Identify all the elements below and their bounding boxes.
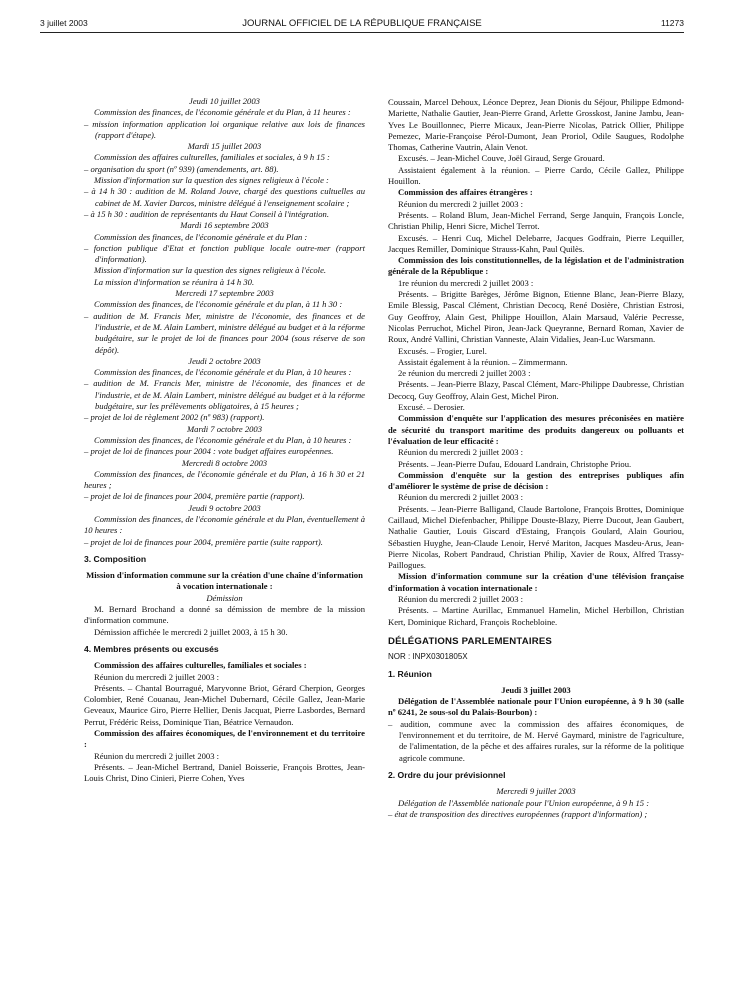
left-paragraph: – à 14 h 30 : audition de M. Roland Jouve, chargé des questions cultuelles au cabinet de M. Xavier Darcos, ministre délégué à l'enseignement scolaire ; <box>84 186 365 208</box>
left-paragraph: Jeudi 9 octobre 2003 <box>188 502 261 513</box>
left-paragraph: M. Bernard Brochand a donné sa démission de membre de la mission d'information commune. <box>84 604 365 626</box>
left-paragraph: Réunion du mercredi 2 juillet 2003 : <box>94 671 220 682</box>
page-number: 11273 <box>660 18 684 28</box>
right-paragraph: NOR : INPX0301805X <box>388 652 468 662</box>
left-paragraph: Commission des finances, de l'économie générale et du plan, à 11 h 30 : <box>94 299 343 310</box>
right-paragraph: DÉLÉGATIONS PARLEMENTAIRES <box>388 635 553 647</box>
left-paragraph: Mercredi 17 septembre 2003 <box>175 288 274 299</box>
right-paragraph: – audition, commune avec la commission des affaires économiques, de l'environnement et du territoire, de M. Hervé Gaymard, ministre de l'agriculture, de l'alimentation, de la pêche et des affaires rurales, sur la réforme de la politique agricole commune. <box>388 718 684 763</box>
right-paragraph: Excusés. – Jean-Michel Couve, Joël Giraud, Serge Grouard. <box>398 153 605 164</box>
right-paragraph: Mission d'information commune sur la création d'une télévision française d'information à vocation internationale : <box>388 571 684 593</box>
left-paragraph: Présents. – Jean-Michel Bertrand, Daniel Boisserie, François Brottes, Jean-Louis Christ, Dino Cinieri, Pierre Cohen, Yves <box>84 761 365 784</box>
left-paragraph: Commission des finances, de l'économie générale et du Plan, à 10 heures : <box>94 434 352 445</box>
right-column <box>388 97 684 820</box>
left-paragraph: Commission des finances, de l'économie générale et du Plan, éventuellement à 10 heures : <box>84 513 365 536</box>
left-paragraph: Commission des affaires culturelles, familiales et sociales, à 9 h 15 : <box>94 152 330 163</box>
left-paragraph: – mission information application loi organique relative aux lois de finances (rapport d'étape). <box>84 118 365 140</box>
right-paragraph: Assistaient également à la réunion. – Pierre Cardo, Cécile Gallez, Philippe Houillon. <box>388 164 684 187</box>
page-header <box>40 18 684 32</box>
right-paragraph: Réunion du mercredi 2 juillet 2003 : <box>398 594 524 605</box>
left-paragraph: Commission des finances, de l'économie générale et du Plan, à 10 heures : <box>94 367 352 378</box>
left-paragraph: Commission des affaires économiques, de l'environnement et du territoire : <box>84 728 365 750</box>
right-paragraph: Présents. – Brigitte Barèges, Jérôme Bignon, Etienne Blanc, Jean-Pierre Blazy, Emile Blessig, Pascal Clément, Christian Decocq, René Dosière, Christian Estrosi, Guy Geoffroy, Alain Gest, Philippe Houillon, Alain Marsaud, Valérie Pecresse, Nicolas Perruchot, Michel Piron, Jean-Jack Queyranne, Bernard Roman, Xavier de Roux, André Vallini, Christian Vanneste, Alain Vidalies, Jean-Luc Warsmann. <box>388 289 684 345</box>
left-paragraph: Présents. – Chantal Bourragué, Maryvonne Briot, Gérard Cherpion, Georges Colombier, René Couanau, Jean-Michel Dubernard, Cécile Gallez, Jean-Marie Geveaux, Maurice Giro, Pierre Hellier, Denis Jacquat, Pierre Lasbordes, Bernard Perrut, Frédéric Reiss, Dominique Tian, Béatrice Vernaudon. <box>84 682 365 727</box>
left-paragraph: Mission d'information sur la question des signes religieux à l'école. <box>94 265 327 276</box>
right-paragraph: Jeudi 3 juillet 2003 <box>501 684 571 695</box>
right-paragraph: Réunion du mercredi 2 juillet 2003 : <box>398 198 524 209</box>
right-paragraph: – état de transposition des directives européennes (rapport d'information) ; <box>388 808 648 819</box>
right-paragraph: Présents. – Martine Aurillac, Emmanuel Hamelin, Michel Herbillon, Christian Kert, Dominique Richard, François Rochebloine. <box>388 605 684 627</box>
right-paragraph: 2e réunion du mercredi 2 juillet 2003 : <box>398 368 531 379</box>
right-paragraph: Présents. – Jean-Pierre Dufau, Edouard Landrain, Christophe Priou. <box>398 458 632 469</box>
left-paragraph: Mardi 7 octobre 2003 <box>186 423 263 434</box>
right-paragraph: Mercredi 9 juillet 2003 <box>496 786 576 797</box>
left-column <box>84 96 365 785</box>
right-paragraph: Commission d'enquête sur la gestion des entreprises publiques afin d'améliorer le système de prise de décision : <box>388 469 684 492</box>
right-paragraph: Assistait également à la réunion. – Zimmermann. <box>398 356 568 367</box>
left-paragraph: Commission des finances, de l'économie générale et du Plan, à 11 heures : <box>94 107 351 118</box>
left-paragraph: – audition de M. Francis Mer, ministre de l'économie, des finances et de l'industrie, et de M. Alain Lambert, ministre délégué au budget et à la réforme budgétaire, sur le projet de loi de finances pour 2004 (sous réserve de son dépôt). <box>84 310 365 355</box>
header-rule <box>40 32 684 33</box>
left-paragraph: Commission des finances, de l'économie générale et du Plan, à 16 h 30 et 21 heures ; <box>84 468 365 491</box>
left-paragraph: – projet de loi de règlement 2002 (nº 983) (rapport). <box>84 412 265 423</box>
right-paragraph: Commission des lois constitutionnelles, de la législation et de l'administration générale de la République : <box>388 255 684 277</box>
right-paragraph: Présents. – Jean-Pierre Blazy, Pascal Clément, Marc-Philippe Daubresse, Christian Decocq, Guy Geoffroy, Alain Gest, Michel Piron. <box>388 379 684 401</box>
left-paragraph: Mardi 16 septembre 2003 <box>180 220 269 231</box>
right-paragraph: Délégation de l'Assemblée nationale pour l'Union européenne, à 9 h 15 : <box>398 797 650 808</box>
header-date: 3 juillet 2003 <box>40 18 88 28</box>
left-paragraph: Jeudi 10 juillet 2003 <box>189 96 260 106</box>
left-paragraph: Démission affichée le mercredi 2 juillet 2003, à 15 h 30. <box>94 626 288 637</box>
left-paragraph: Démission <box>206 592 243 603</box>
left-paragraph: 3. Composition <box>84 553 147 564</box>
left-paragraph: – fonction publique d'Etat et fonction publique locale outre-mer (rapport d'information). <box>84 242 365 265</box>
right-paragraph: Présents. – Roland Blum, Jean-Michel Ferrand, Serge Janquin, François Loncle, Christian Philip, Henri Sicre, Michel Terrot. <box>388 209 684 232</box>
left-paragraph: Réunion du mercredi 2 juillet 2003 : <box>94 750 220 761</box>
journal-title: JOURNAL OFFICIEL DE LA RÉPUBLIQUE FRANÇAISE <box>242 18 482 29</box>
right-paragraph: Délégation de l'Assemblée nationale pour l'Union européenne, à 9 h 30 (salle nº 6241, 2e sous-sol du Palais-Bourbon) : <box>388 696 684 718</box>
right-paragraph: 1. Réunion <box>388 668 432 679</box>
right-paragraph: Commission des affaires étrangères : <box>398 187 533 198</box>
right-paragraph: Présents. – Jean-Pierre Balligand, Claude Bartolone, François Brottes, Dominique Caillaud, Michel Diefenbacher, Philippe Douste-Blazy, Pierre Ducout, Jean Gaubert, Nathalie Gautier, Louis Giscard d'Estaing, François Goulard, Alain Gouriou, Sébastien Huyghe, Jean-Claude Lenoir, Hervé Mariton, Jacques Masdeu-Arus, Jean-Pierre Nicolas, Robert Pandraud, Christian Philip, Xavier de Roux, Alfred Trassy-Paillogues. <box>388 503 684 571</box>
left-paragraph: Mission d'information commune sur la création d'une chaîne d'information à vocation internationale : <box>86 570 363 592</box>
right-paragraph: Coussain, Marcel Dehoux, Léonce Deprez, Jean Dionis du Séjour, Philippe Edmond-Mariette, Nathalie Gautier, Jean-Pierre Grand, Arlette Grosskost, Janine Jambu, Jean-Yves Le Bouillonnec, Pierre Micaux, Jean-Pierre Nicolas, Patrick Ollier, Philippe Pemezec, Marie-Françoise Pérol-Dumont, Jean Proriol, Odile Saugues, Rodolphe Thomas, Catherine Vautrin, Alain Venot. <box>388 97 684 153</box>
right-paragraph: Excusés. – Frogier, Lurel. <box>398 345 487 356</box>
left-paragraph: Mercredi 8 octobre 2003 <box>181 457 268 468</box>
right-paragraph: Réunion du mercredi 2 juillet 2003 : <box>398 492 524 503</box>
left-paragraph: – projet de loi de finances pour 2004, première partie (rapport). <box>84 491 305 502</box>
right-paragraph: Commission d'enquête sur l'application des mesures préconisées en matière de sécurité du transport maritime des produits dangereux ou polluants et l'évaluation de leur efficacité : <box>388 413 684 446</box>
right-paragraph: 2. Ordre du jour prévisionnel <box>388 769 506 780</box>
left-paragraph: 4. Membres présents ou excusés <box>84 643 219 654</box>
left-paragraph: La mission d'information se réunira à 14 h 30. <box>94 276 255 287</box>
right-paragraph: 1re réunion du mercredi 2 juillet 2003 : <box>398 277 534 288</box>
left-paragraph: Commission des finances, de l'économie générale et du Plan : <box>94 231 308 242</box>
left-paragraph: Mission d'information sur la question des signes religieux à l'école : <box>94 175 329 186</box>
right-paragraph: Réunion du mercredi 2 juillet 2003 : <box>398 447 524 458</box>
left-paragraph: – audition de M. Francis Mer, ministre de l'économie, des finances et de l'industrie, et de M. Alain Lambert, ministre délégué au budget et à la réforme budgétaire, sur les prélèvements obligatoires, à 15 heures ; <box>84 378 365 412</box>
right-paragraph: Excusé. – Derosier. <box>398 402 465 413</box>
right-paragraph: Excusés. – Henri Cuq, Michel Delebarre, Jacques Godfrain, Pierre Lequiller, Jacques Remiller, Dominique Strauss-Kahn, Paul Quilès. <box>388 232 684 254</box>
left-paragraph: Mardi 15 juillet 2003 <box>187 141 262 152</box>
left-paragraph: Jeudi 2 octobre 2003 <box>188 355 261 366</box>
left-paragraph: – organisation du sport (nº 939) (amendements, art. 88). <box>84 163 279 174</box>
left-paragraph: – projet de loi de finances pour 2004 : vote budget affaires européennes. <box>84 446 334 457</box>
left-paragraph: – projet de loi de finances pour 2004, première partie (suite rapport). <box>84 536 323 547</box>
left-paragraph: Commission des affaires culturelles, familiales et sociales : <box>94 660 307 671</box>
left-paragraph: – à 15 h 30 : audition de représentants du Haut Conseil à l'intégration. <box>84 208 329 219</box>
